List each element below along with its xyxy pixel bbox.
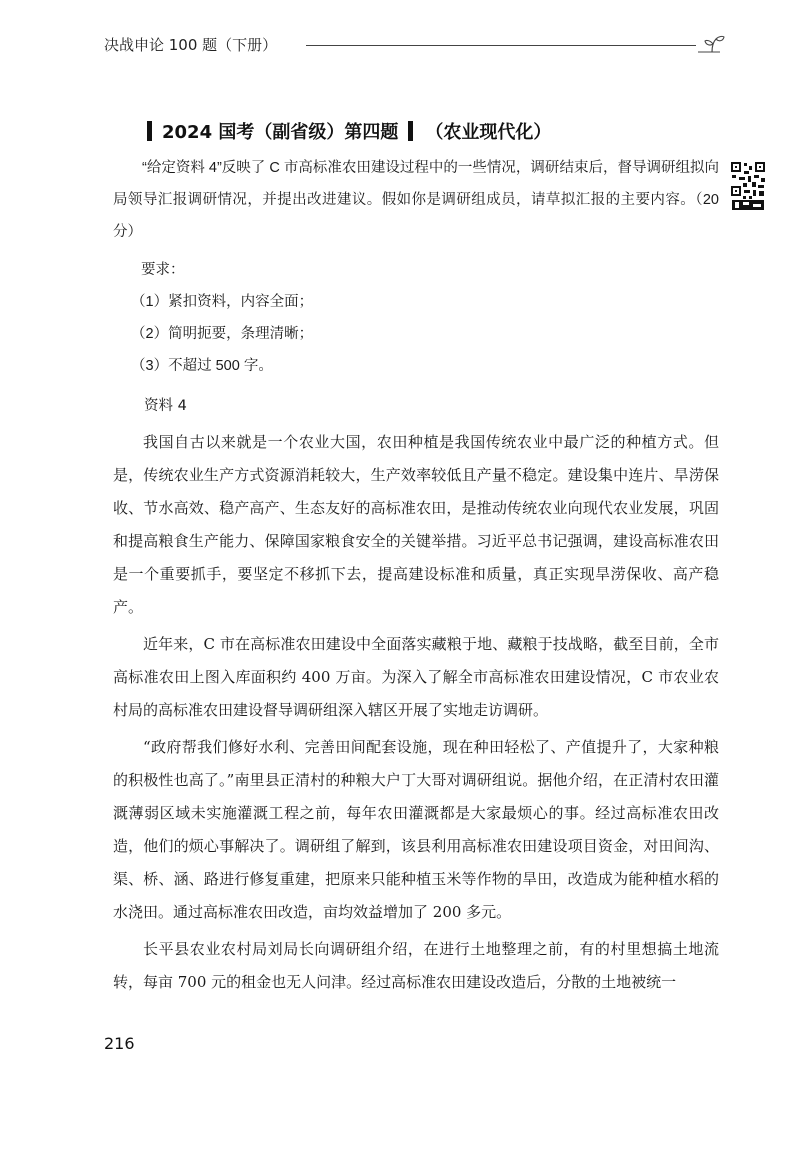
qr-code-icon[interactable] [730, 160, 766, 212]
book-title: 决战申论 100 题（下册） [104, 36, 278, 54]
requirement-item: （2）简明扼要，条理清晰； [131, 326, 314, 342]
page-content [113, 152, 719, 999]
material-paragraph: “政府帮我们修好水利、完善田间配套设施，现在种田轻松了、产值提升了，大家种粮的积极性也高了。”南里县正清村的种粮大户丁大哥对调研组说。据他介绍，在正清村农田灌溉薄弱区域未实施灌溉工程之前，每年农田灌溉都是大家最烦心的事。经过高标准农田改造，他们的烦心事解决了。调研组了解到，该县利用高标准农田建设项目资金，对田间沟、渠、桥、涵、路进行修复重建，把原来只能种植玉米等作物的旱田，改造成为能种植水稻的水浇田。通过高标准农田改造，亩均效益增加了 200 多元。 [113, 738, 719, 921]
heading-marker [408, 121, 413, 141]
question-topic: （农业现代化） [425, 122, 552, 143]
question-prompt: “给定资料 4”反映了 C 市高标准农田建设过程中的一些情况，调研结束后，督导调研组拟向局领导汇报调研情况，并提出改进建议。假如你是调研组成员，请草拟汇报的主要内容。（20 分） [113, 160, 719, 240]
material-label: 资料 4 [144, 398, 187, 414]
material-paragraph: 我国自古以来就是一个农业大国，农田种植是我国传统农业中最广泛的种植方式。但是，传统农业生产方式资源消耗较大，生产效率较低且产量不稳定。建设集中连片、旱涝保收、节水高效、稳产高产、生态友好的高标准农田，是推动传统农业向现代农业发展，巩固和提高粮食生产能力、保障国家粮食安全的关键举措。习近平总书记强调，建设高标准农田是一个重要抓手，要坚定不移抓下去，提高建设标准和质量，真正实现旱涝保收、高产稳产。 [113, 433, 719, 616]
header-rule [306, 45, 696, 46]
sprout-icon [696, 34, 726, 56]
heading-marker [147, 121, 152, 141]
question-title: 2024 国考（副省级）第四题 [162, 122, 399, 143]
material-paragraph: 长平县农业农村局刘局长向调研组介绍，在进行土地整理之前，有的村里想搞土地流转，每亩 700 元的租金也无人问津。经过高标准农田建设改造后，分散的土地被统一 [113, 940, 719, 991]
requirements-label: 要求： [141, 262, 185, 278]
requirement-item: （3）不超过 500 字。 [131, 358, 273, 374]
material-paragraph: 近年来，C 市在高标准农田建设中全面落实藏粮于地、藏粮于技战略，截至目前，全市高标准农田上图入库面积约 400 万亩。为深入了解全市高标准农田建设情况，C 市农业农村局的高标准农田建设督导调研组深入辖区开展了实地走访调研。 [113, 635, 719, 719]
page-number: 216 [104, 1034, 135, 1053]
running-header [104, 34, 724, 58]
requirement-item: （1）紧扣资料，内容全面； [131, 294, 314, 310]
section-heading [147, 116, 551, 146]
